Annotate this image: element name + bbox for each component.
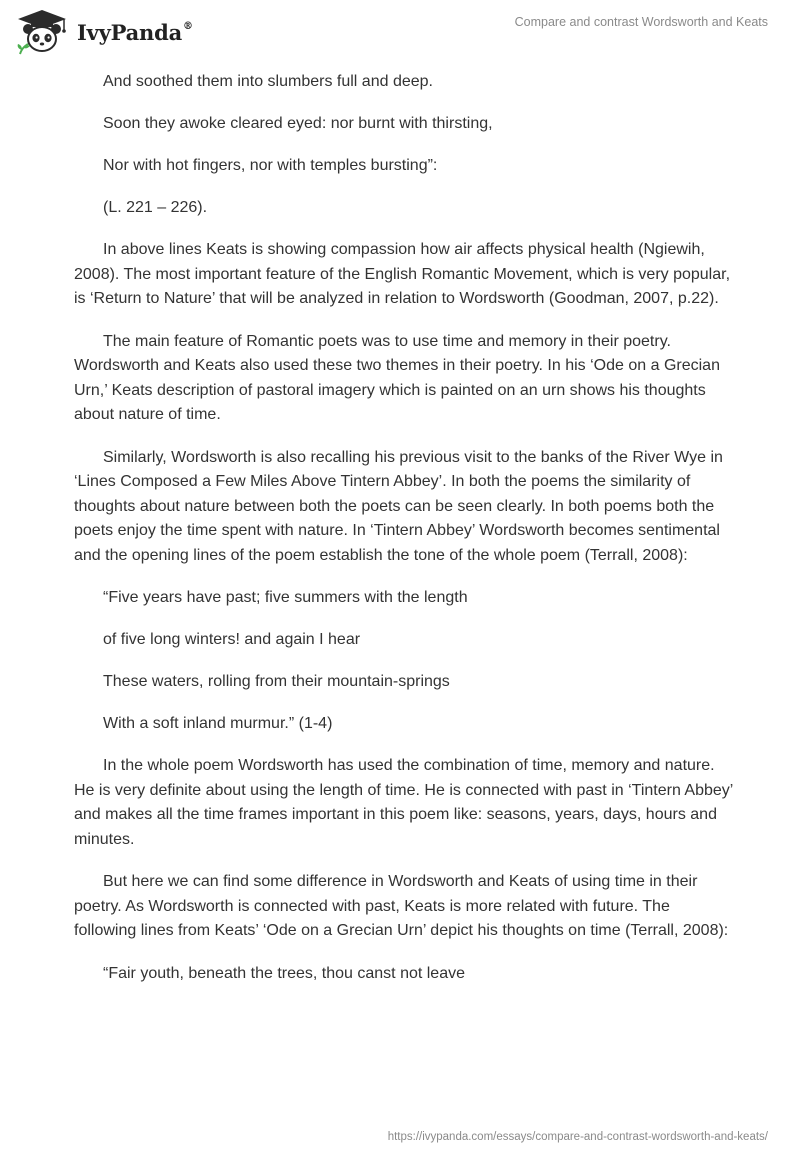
- paragraph: In above lines Keats is showing compassion how air affects physical health (Ngiewih, 2008). The most important feature of the English Romantic Movement, which is very popular, is ‘Return to Nature’ that will be analyzed in relation to Wordsworth (Goodman, 2007, p.22).: [74, 241, 731, 307]
- quote-line: Nor with hot fingers, nor with temples bursting”:: [103, 157, 438, 174]
- quote-line: “Five years have past; five summers with the length: [103, 589, 468, 606]
- essay-body: [74, 70, 734, 1004]
- registered-mark: ®: [183, 21, 193, 32]
- paragraph: The main feature of Romantic poets was to use time and memory in their poetry. Wordsworth and Keats also used these two themes in their poetry. In his ‘Ode on a Grecian Urn,’ Keats description of pastoral imagery which is painted on an urn shows his thoughts about nature of time.: [74, 332, 720, 423]
- document-title: Compare and contrast Wordsworth and Keats: [514, 15, 768, 29]
- paragraph: But here we can find some difference in Wordsworth and Keats of using time in their poetry. As Wordsworth is connected with past, Keats is more related with future. The following lines from Keats’ ‘Ode on a Grecian Urn’ depict his thoughts on time (Terrall, 2008):: [74, 873, 729, 939]
- quote-line: And soothed them into slumbers full and deep.: [103, 73, 433, 90]
- quote-line: Soon they awoke cleared eyed: nor burnt with thirsting,: [103, 115, 493, 132]
- page-header: [0, 0, 800, 66]
- quote-citation: (L. 221 – 226).: [103, 199, 208, 216]
- quote-line: “Fair youth, beneath the trees, thou canst not leave: [103, 964, 465, 982]
- quote-line: of five long winters! and again I hear: [103, 631, 361, 648]
- quote-line: With a soft inland murmur.” (1-4): [103, 715, 333, 732]
- footer-url[interactable]: https://ivypanda.com/essays/compare-and-contrast-wordsworth-and-keats/: [387, 1131, 768, 1143]
- quote-line: These waters, rolling from their mountain-springs: [103, 673, 450, 690]
- paragraph: In the whole poem Wordsworth has used the combination of time, memory and nature. He is very definite about using the length of time. He is connected with past in ‘Tintern Abbey’ and makes all the time frames important in this poem like: seasons, years, days, hours and minutes.: [74, 757, 733, 848]
- brand-name[interactable]: IvyPanda®: [77, 20, 193, 45]
- paragraph: Similarly, Wordsworth is also recalling his previous visit to the banks of the River Wye in ‘Lines Composed a Few Miles Above Tintern Abbey’. In both the poems the similarity of thoughts about nature between both the poets can be seen clearly. In both poems both the poets enjoy the time spent with nature. In ‘Tintern Abbey’ Wordsworth becomes sentimental and the opening lines of the poem establish the tone of the whole poem (Terrall, 2008):: [74, 448, 723, 564]
- ivypanda-logo-icon[interactable]: [14, 8, 70, 58]
